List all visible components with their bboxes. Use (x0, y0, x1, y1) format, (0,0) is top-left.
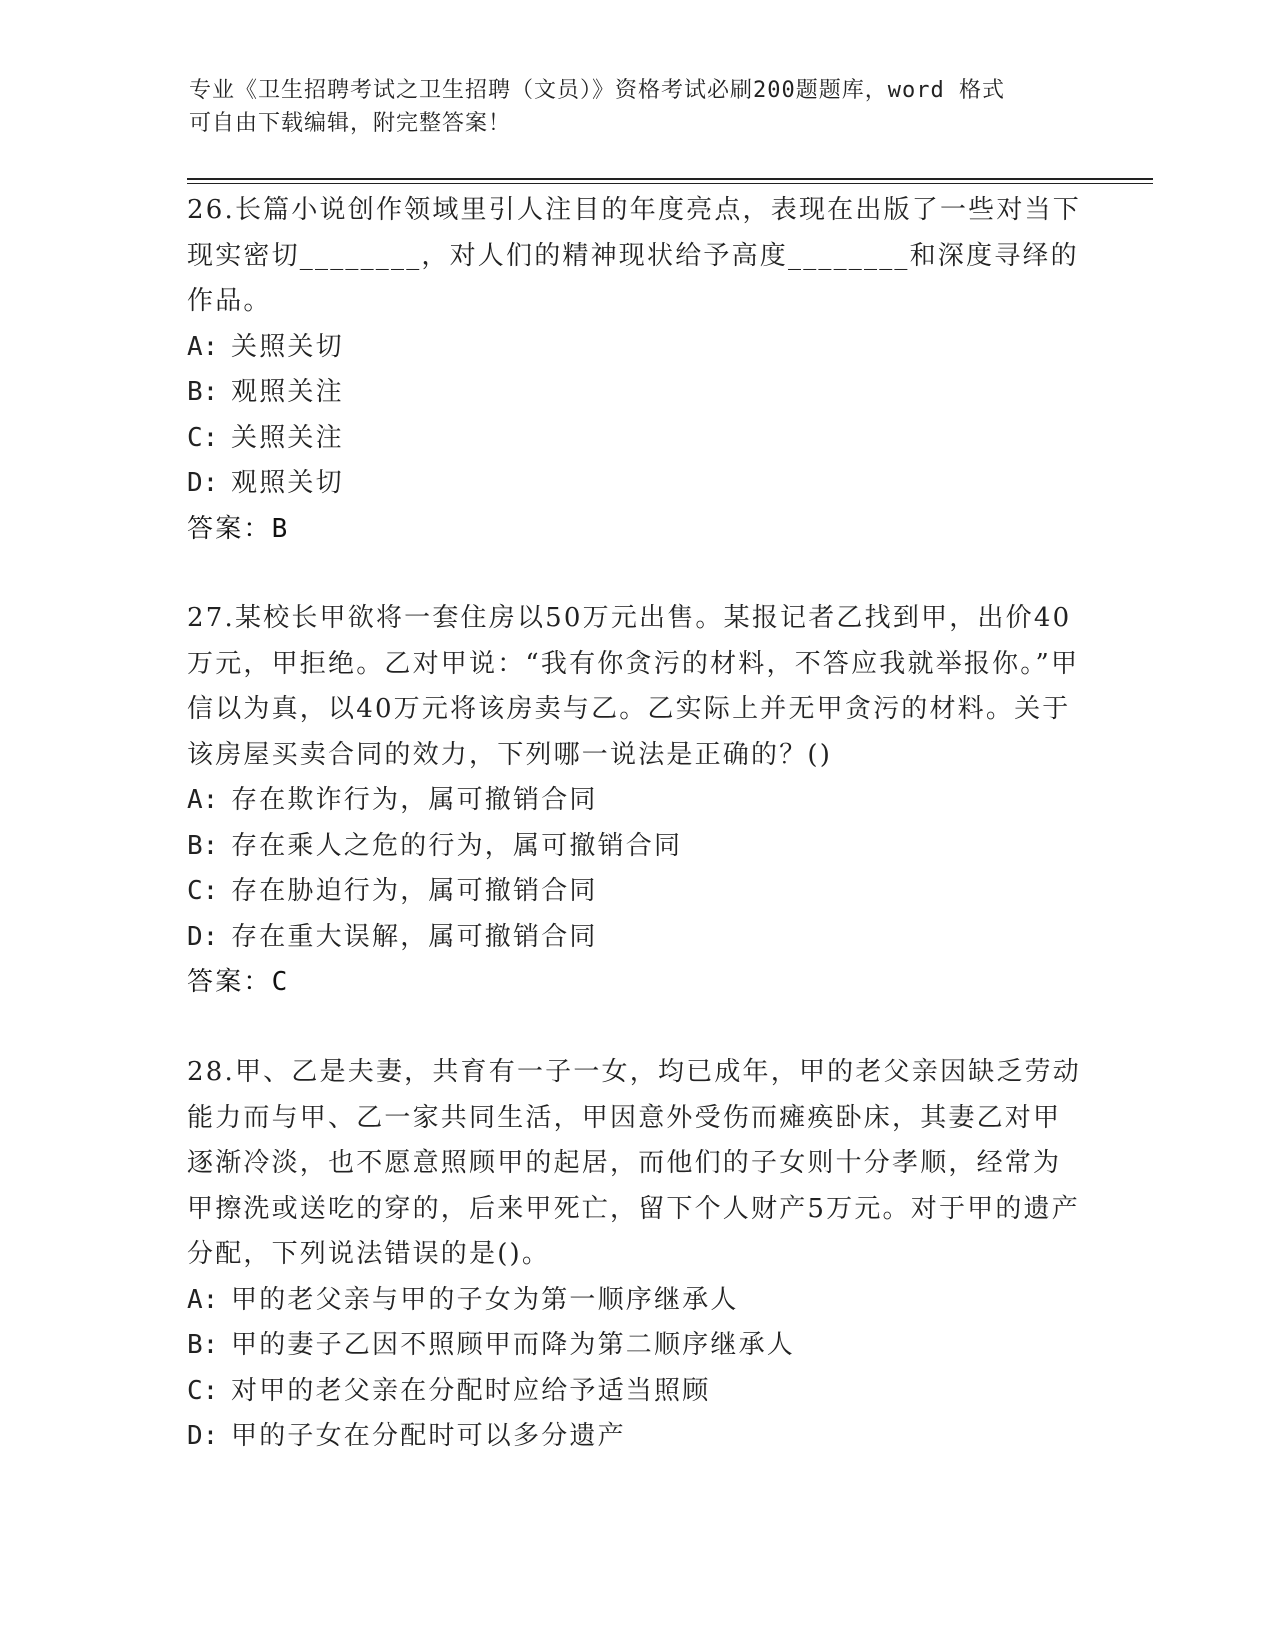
option-c (187, 1369, 1087, 1415)
option-key: A: (187, 331, 219, 362)
option-c (187, 869, 1087, 915)
option-text: 甲的妻子乙因不照顾甲而降为第二顺序继承人 (231, 1330, 796, 1360)
answer-value: B (271, 513, 290, 544)
option-key: B: (187, 830, 219, 861)
option-d (187, 461, 1087, 507)
option-d (187, 915, 1087, 961)
question-stem: 27.某校长甲欲将一套住房以50万元出售。某报记者乙找到甲，出价40万元，甲拒绝。乙对甲说：“我有你贪污的材料，不答应我就举报你。”甲信以为真，以40万元将该房卖与乙。乙实际上并无甲贪污的材料。关于该房屋买卖合同的效力，下列哪一说法是正确的？() (187, 603, 1080, 770)
option-key: C: (187, 422, 219, 453)
option-key: C: (187, 1375, 219, 1406)
option-a (187, 325, 1087, 371)
option-text: 对甲的老父亲在分配时应给予适当照顾 (231, 1375, 711, 1406)
question-28 (187, 1050, 1087, 1460)
header-line-2: 可自由下载编辑，附完整答案！ (189, 111, 512, 136)
answer-line (187, 507, 1087, 553)
question-stem: 26.长篇小说创作领域里引人注目的年度亮点，表现在出版了一些对当下现实密切________，对人们的精神现状给予高度________和深度寻绎的作品。 (187, 195, 1081, 316)
option-text: 甲的子女在分配时可以多分遗产 (231, 1421, 626, 1451)
option-key: B: (187, 377, 219, 407)
option-text: 存在重大误解，属可撤销合同 (231, 921, 598, 952)
document-header (189, 74, 1069, 140)
option-text: 存在乘人之危的行为，属可撤销合同 (231, 830, 683, 861)
question-stem: 28.甲、乙是夫妻，共育有一子一女，均已成年，甲的老父亲因缺乏劳动能力而与甲、乙一家共同生活，甲因意外受伤而瘫痪卧床，其妻乙对甲逐渐冷淡，也不愿意照顾甲的起居，而他们的子女则十分孝顺，经常为甲擦洗或送吃的穿的，后来甲死亡，留下个人财产5万元。对于甲的遗产分配，下列说法错误的是()。 (187, 1057, 1081, 1269)
option-b (187, 824, 1087, 870)
option-d (187, 1414, 1087, 1460)
option-key: C: (187, 876, 219, 906)
option-key: B: (187, 1330, 219, 1360)
option-b (187, 1323, 1087, 1369)
option-text: 甲的老父亲与甲的子女为第一顺序继承人 (231, 1284, 739, 1315)
option-key: A: (187, 785, 219, 815)
header-divider-thin (187, 183, 1153, 184)
answer-line (187, 960, 1087, 1006)
option-text: 观照关注 (231, 377, 344, 407)
question-27 (187, 596, 1087, 1006)
option-key: A: (187, 1284, 219, 1315)
answer-label: 答案： (187, 967, 272, 997)
header-divider-thick (187, 178, 1153, 180)
option-text: 关照关注 (231, 422, 344, 453)
option-b (187, 370, 1087, 416)
option-text: 关照关切 (231, 331, 344, 362)
header-line-1: 专业《卫生招聘考试之卫生招聘（文员）》资格考试必刷200题题库，word 格式 (189, 78, 1005, 103)
option-key: D: (187, 921, 219, 952)
answer-value: C (271, 967, 290, 997)
option-a (187, 1278, 1087, 1324)
question-26 (187, 188, 1087, 552)
answer-label: 答案： (187, 513, 272, 544)
option-c (187, 416, 1087, 462)
option-text: 观照关切 (231, 468, 344, 498)
option-a (187, 778, 1087, 824)
option-text: 存在欺诈行为，属可撤销合同 (231, 785, 598, 815)
option-key: D: (187, 468, 219, 498)
option-key: D: (187, 1421, 219, 1451)
option-text: 存在胁迫行为，属可撤销合同 (231, 876, 598, 906)
